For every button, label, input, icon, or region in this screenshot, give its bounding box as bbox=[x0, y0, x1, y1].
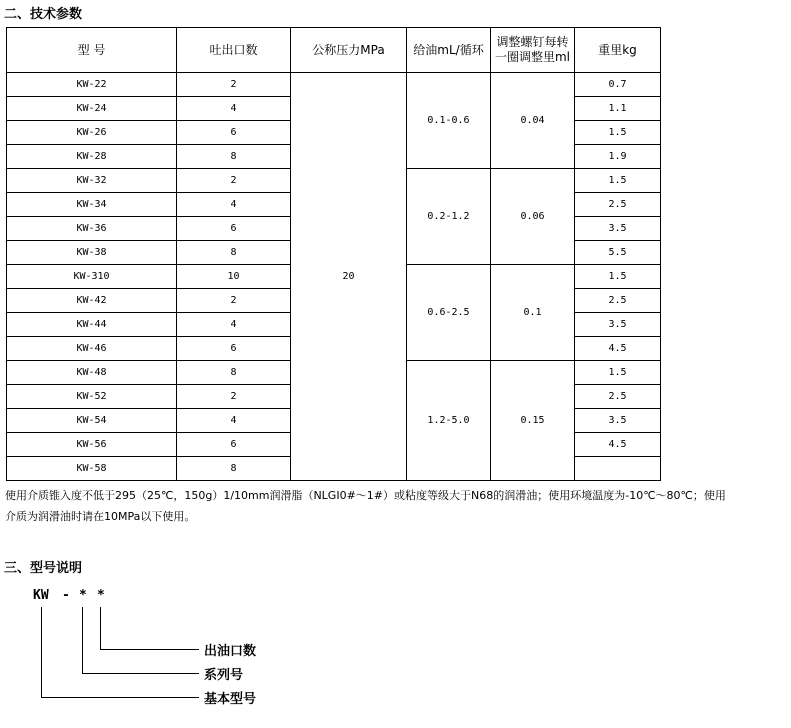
cell-model: KW-58 bbox=[7, 457, 177, 481]
cell-weight: 1.5 bbox=[575, 121, 661, 145]
cell-weight: 3.5 bbox=[575, 313, 661, 337]
cell-outlets: 8 bbox=[177, 145, 291, 169]
header-adjust-line2: 一圈调整里ml bbox=[494, 50, 571, 64]
cell-adjust: 0.04 bbox=[491, 73, 575, 169]
cell-model: KW-42 bbox=[7, 289, 177, 313]
usage-note bbox=[5, 485, 745, 527]
model-code-star-outlets: * bbox=[97, 588, 105, 603]
usage-note-line1: 使用介质锥入度不低于295（25℃，150g）1/10mm润滑脂（NLGI0#～1#）或粘度等级大于N68的润滑油；使用环境温度为-10℃～80℃；使用 bbox=[5, 489, 726, 502]
cell-model: KW-52 bbox=[7, 385, 177, 409]
model-code-dash: - bbox=[62, 588, 70, 603]
cell-model: KW-56 bbox=[7, 433, 177, 457]
cell-weight: 5.5 bbox=[575, 241, 661, 265]
cell-outlets: 2 bbox=[177, 73, 291, 97]
cell-outlets: 2 bbox=[177, 169, 291, 193]
header-weight: 重里kg bbox=[575, 28, 661, 73]
cell-oil-feed: 1.2-5.0 bbox=[407, 361, 491, 481]
cell-model: KW-28 bbox=[7, 145, 177, 169]
cell-weight: 3.5 bbox=[575, 409, 661, 433]
cell-outlets: 4 bbox=[177, 409, 291, 433]
leader-basic-horizontal bbox=[41, 697, 199, 698]
cell-weight: 4.5 bbox=[575, 337, 661, 361]
cell-model: KW-54 bbox=[7, 409, 177, 433]
cell-outlets: 6 bbox=[177, 121, 291, 145]
label-basic: 基本型号 bbox=[204, 692, 257, 707]
leader-basic-vertical bbox=[41, 607, 42, 697]
model-code-star-series: * bbox=[79, 588, 87, 603]
cell-weight: 1.5 bbox=[575, 361, 661, 385]
leader-outlets-horizontal bbox=[100, 649, 199, 650]
cell-weight: 1.5 bbox=[575, 265, 661, 289]
cell-oil-feed: 0.6-2.5 bbox=[407, 265, 491, 361]
cell-model: KW-48 bbox=[7, 361, 177, 385]
leader-series-horizontal bbox=[82, 673, 199, 674]
cell-model: KW-36 bbox=[7, 217, 177, 241]
cell-model: KW-38 bbox=[7, 241, 177, 265]
cell-adjust: 0.1 bbox=[491, 265, 575, 361]
header-model: 型 号 bbox=[7, 28, 177, 73]
cell-model: KW-26 bbox=[7, 121, 177, 145]
cell-model: KW-32 bbox=[7, 169, 177, 193]
cell-weight: 3.5 bbox=[575, 217, 661, 241]
spec-table bbox=[6, 27, 661, 481]
cell-model: KW-46 bbox=[7, 337, 177, 361]
cell-weight: 4.5 bbox=[575, 433, 661, 457]
cell-pressure: 20 bbox=[291, 73, 407, 481]
header-oil-feed: 给油mL/循环 bbox=[407, 28, 491, 73]
label-series: 系列号 bbox=[204, 668, 244, 683]
model-code-diagram bbox=[0, 580, 340, 720]
cell-weight: 1.1 bbox=[575, 97, 661, 121]
section-title-model: 三、型号说明 bbox=[4, 561, 83, 576]
cell-model: KW-310 bbox=[7, 265, 177, 289]
leader-series-vertical bbox=[82, 607, 83, 673]
cell-outlets: 8 bbox=[177, 457, 291, 481]
cell-adjust: 0.06 bbox=[491, 169, 575, 265]
cell-weight: 0.7 bbox=[575, 73, 661, 97]
cell-model: KW-44 bbox=[7, 313, 177, 337]
section-title-tech: 二、技术参数 bbox=[4, 7, 83, 22]
table-header-row bbox=[7, 28, 661, 73]
cell-outlets: 2 bbox=[177, 385, 291, 409]
leader-outlets-vertical bbox=[100, 607, 101, 649]
header-adjust-line1: 调整螺钉每转 bbox=[496, 35, 569, 49]
label-outlets: 出油口数 bbox=[204, 644, 257, 659]
cell-weight: 2.5 bbox=[575, 385, 661, 409]
model-code-prefix: KW bbox=[33, 588, 49, 603]
cell-model: KW-34 bbox=[7, 193, 177, 217]
cell-weight bbox=[575, 457, 661, 481]
cell-outlets: 4 bbox=[177, 193, 291, 217]
spec-table-body bbox=[7, 73, 661, 481]
cell-weight: 1.9 bbox=[575, 145, 661, 169]
cell-adjust: 0.15 bbox=[491, 361, 575, 481]
cell-weight: 2.5 bbox=[575, 289, 661, 313]
cell-model: KW-22 bbox=[7, 73, 177, 97]
cell-oil-feed: 0.2-1.2 bbox=[407, 169, 491, 265]
cell-outlets: 8 bbox=[177, 241, 291, 265]
cell-outlets: 6 bbox=[177, 337, 291, 361]
cell-weight: 1.5 bbox=[575, 169, 661, 193]
cell-outlets: 6 bbox=[177, 217, 291, 241]
cell-model: KW-24 bbox=[7, 97, 177, 121]
usage-note-line2: 介质为润滑油时请在10MPa以下使用。 bbox=[5, 510, 196, 523]
cell-weight: 2.5 bbox=[575, 193, 661, 217]
cell-outlets: 2 bbox=[177, 289, 291, 313]
cell-outlets: 4 bbox=[177, 97, 291, 121]
header-pressure: 公称压力MPa bbox=[291, 28, 407, 73]
cell-outlets: 6 bbox=[177, 433, 291, 457]
cell-outlets: 4 bbox=[177, 313, 291, 337]
cell-outlets: 8 bbox=[177, 361, 291, 385]
header-outlets: 吐出口数 bbox=[177, 28, 291, 73]
cell-oil-feed: 0.1-0.6 bbox=[407, 73, 491, 169]
table-row bbox=[7, 73, 661, 97]
header-adjust bbox=[491, 28, 575, 73]
cell-outlets: 10 bbox=[177, 265, 291, 289]
